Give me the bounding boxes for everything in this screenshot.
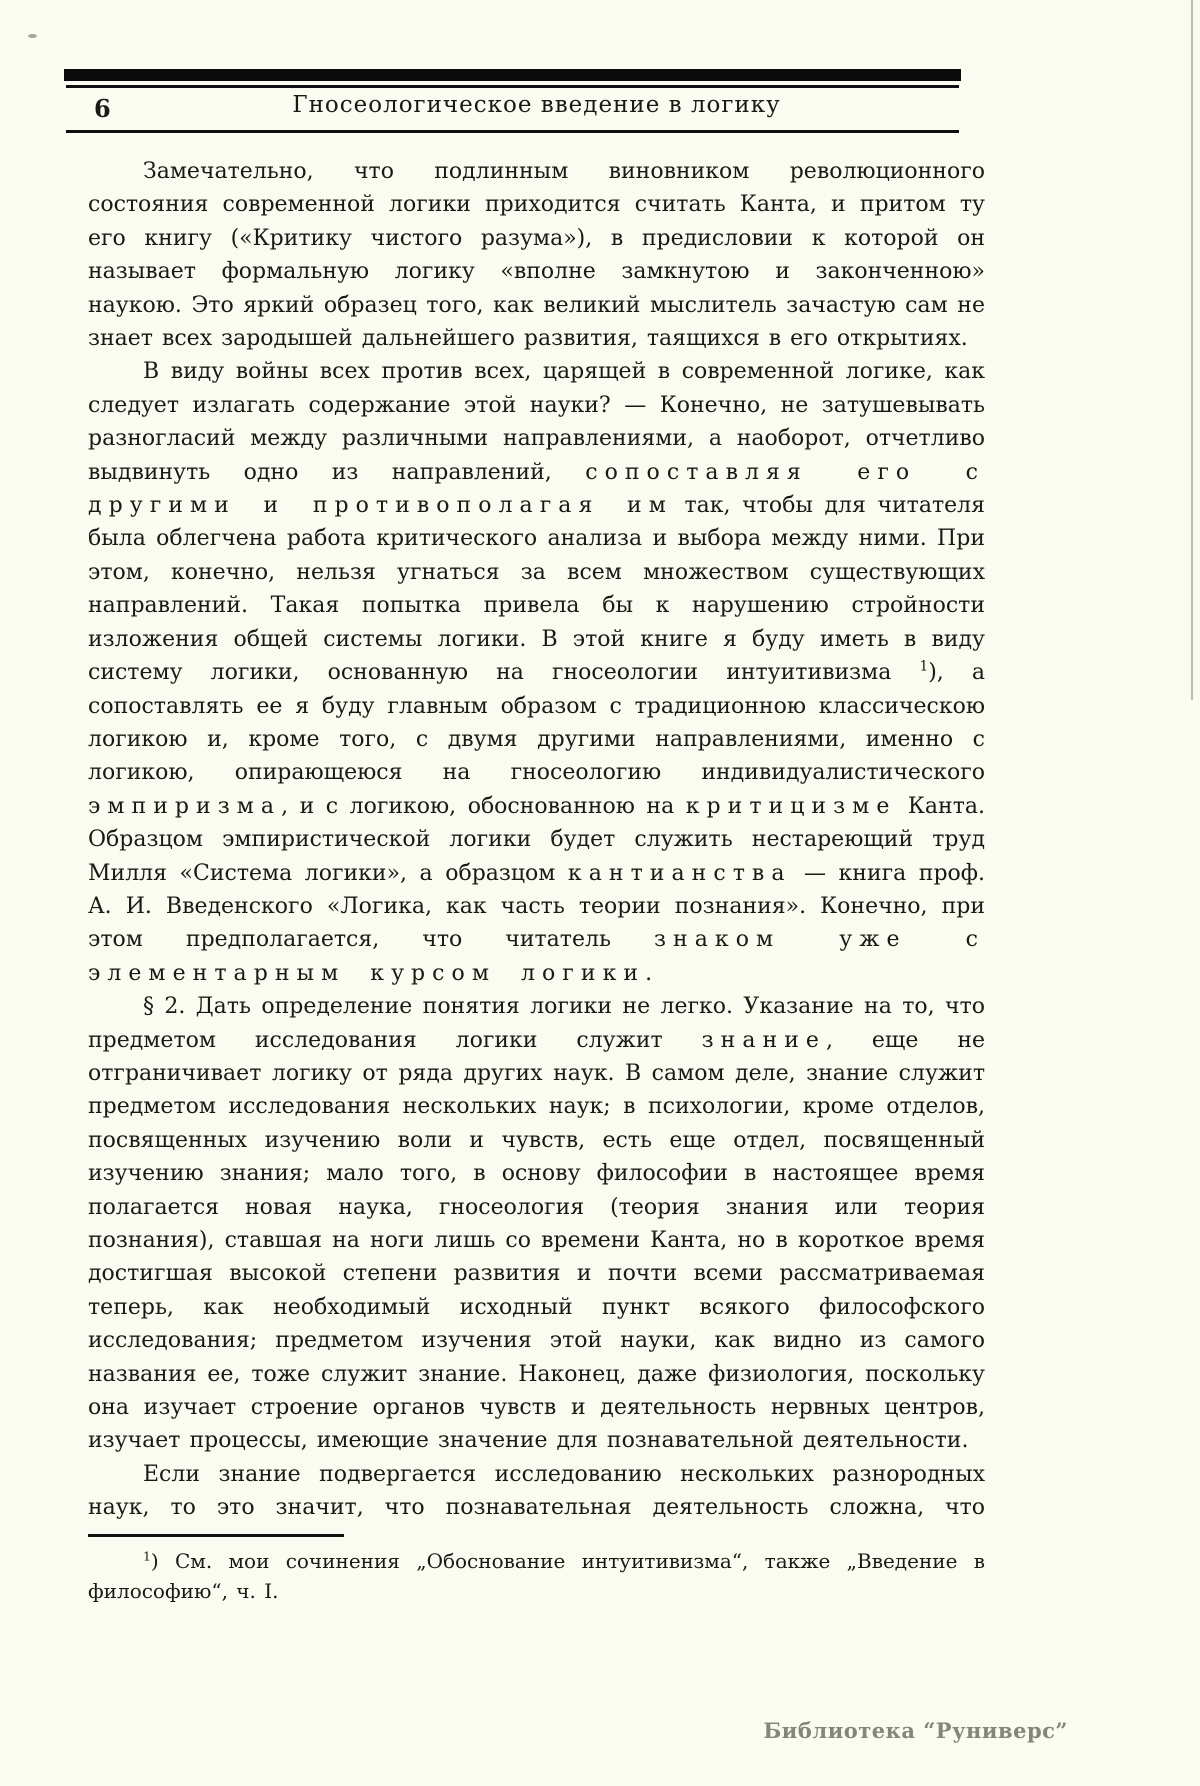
footnote-text: ) См. мои сочинения „Обоснование интуитивизма“, также „Введение в философию“, ч. I.: [88, 1548, 985, 1604]
header-thick-rule: [64, 69, 961, 81]
footnote-marker: 1: [143, 1548, 151, 1563]
text-segment: В виду войны всех против всех, царящей в современной логике, как следует излагать содержание этой науки? — Конечно, не затушевывать разногласий между различными направлениями, а наоборот, отчетливо выдвинуть одно из направлений,: [88, 359, 985, 485]
text-segment: так, чтобы для читателя была облегчена работа критического анализа и выбора между ними. При этом, конечно, нельзя угнаться за всем множеством существующих направлений. Такая попытка привела бы к нарушению стройности изложения общей системы логики. В этой книге я буду иметь в виду систему логики, основанную на гносеологии интуитивизма: [88, 493, 985, 686]
text-segment: Если знание подвергается исследованию нескольких разнородных наук, то это значит, что познавательная деятельность сложна, что: [88, 1461, 985, 1521]
text-segment: ), а сопоставлять ее я буду главным образом с традиционною классическою логикою и, кроме того, с двумя другими направлениями, именно с логикою, опирающеюся на гносеологию индивидуалистического: [88, 660, 985, 786]
emphasis-spaced: сопоставляя его с другими и противополагая им: [88, 459, 985, 519]
emphasis-spaced: критицизме: [685, 793, 897, 819]
footnote: [88, 1546, 985, 1607]
emphasis-spaced: знание: [701, 1027, 826, 1053]
page-header: [88, 92, 985, 126]
page-number: 6: [94, 94, 111, 123]
text-segment: Канта. Образцом эмпиристической логики будет служить нестареющий труд Милля «Система логики», а образцом: [88, 793, 985, 886]
header-bottom-rule: [66, 130, 959, 133]
text-segment: , еще не отграничивает логику от ряда других наук. В самом деле, знание служит предметом исследования нескольких наук; в психологии, кроме отделов, посвященных изучению воли и чувств, есть еще отдел, посвященный изучению знания; мало того, в основу философии в настоящее время полагается новая наука, гносеология (теория знания или теория познания), ставшая на ноги лишь со времени Канта, но в короткое время достигшая высокой степени развития и почти всеми рассматриваемая теперь, как необходимый исходный пункт всякого философского исследования; предметом изучения этой науки, как видно из самого названия ее, тоже служит знание. Наконец, даже физиология, поскольку она изучает строение органов чувств и деятельность нервных центров, изучает процессы, имеющие значение для познавательной деятельности.: [88, 1027, 985, 1454]
paragraph-3: [88, 990, 985, 1458]
paragraph-2: [88, 355, 985, 990]
text-segment: .: [645, 960, 653, 986]
body-text: [88, 155, 985, 1525]
footnote-area: [88, 1534, 985, 1607]
footnote-marker: 1: [919, 658, 929, 675]
text-segment: , и с логикою, обоснованною на: [281, 793, 686, 819]
footnote-rule: [88, 1534, 344, 1537]
scan-edge-artifact: [1191, 0, 1193, 700]
text-segment: Замечательно, что подлинным виновником революционного состояния современной логики приходится считать Канта, и притом ту его книгу («Критику чистого разума»), в предисловии к которой он называет формальную логику «вполне замкнутою и законченною» наукою. Это яркий образец того, как великий мыслитель зачастую сам не знает всех зародышей дальнейшего развития, таящихся в его открытиях.: [88, 159, 985, 352]
text-column: [88, 155, 985, 1607]
paragraph-4: [88, 1458, 985, 1525]
library-watermark: Библиотека “Руниверс”: [763, 1718, 1068, 1743]
emphasis-spaced: эмпиризма: [88, 793, 282, 819]
header-thin-rule: [66, 85, 959, 88]
paragraph-1: [88, 155, 985, 355]
text-segment: § 2. Дать определение понятия логики не легко. Указание на то, что предметом исследования логики служит: [88, 994, 985, 1053]
emphasis-spaced: кантианства: [567, 860, 792, 886]
running-title: Гносеологическое введение в логику: [292, 92, 781, 118]
scan-speck-artifact: [28, 34, 37, 38]
emphasis-spaced: знаком уже с элементарным курсом логики: [88, 927, 985, 986]
text-segment: — книга проф. А. И. Введенского «Логика, как часть теории познания». Конечно, при этом предполагается, что читатель: [88, 860, 985, 953]
